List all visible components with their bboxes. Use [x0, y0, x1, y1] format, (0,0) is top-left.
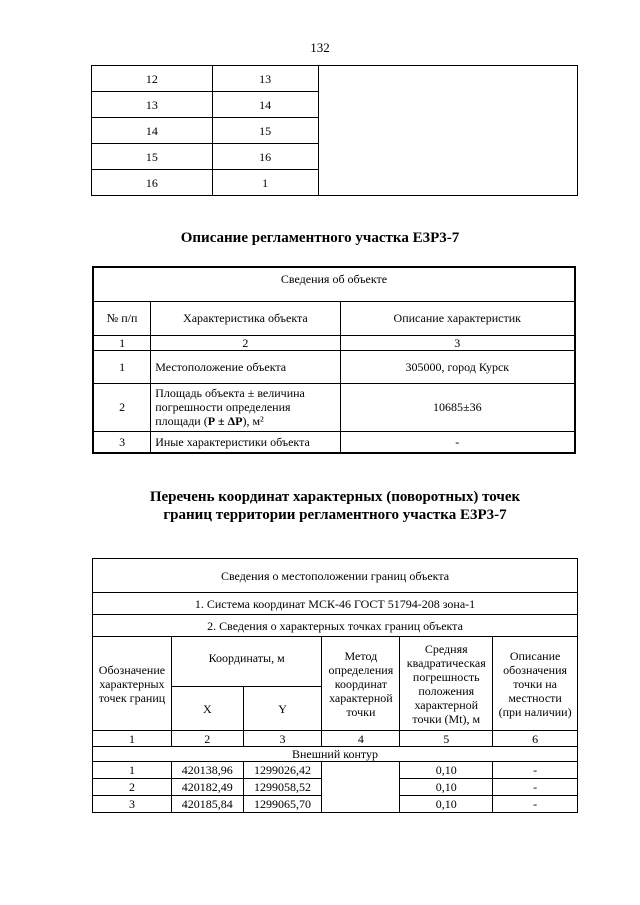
- name-line: ), м²: [242, 414, 264, 428]
- col-index: 2: [151, 335, 340, 350]
- header-line: характерной: [414, 697, 479, 712]
- location-header: Сведения о местоположении границ объекта: [93, 559, 578, 593]
- point-from: 15: [92, 144, 213, 170]
- header-line: обозначения: [503, 662, 568, 677]
- header-line: местности: [508, 690, 562, 705]
- row-name: Местоположение объекта: [151, 350, 340, 383]
- name-line: площади (: [155, 414, 208, 428]
- top-points-table: [91, 65, 578, 196]
- col-index: 6: [493, 731, 578, 747]
- point-to: 14: [212, 92, 318, 118]
- header-line: координат: [334, 676, 388, 691]
- header-line: точки (Mt), м: [412, 711, 481, 726]
- row-number: 3: [93, 431, 151, 453]
- point-from: 14: [92, 118, 213, 144]
- object-header: Сведения об объекте: [93, 267, 575, 301]
- section2-title-line1: Перечень координат характерных (поворотных) точек: [149, 489, 521, 505]
- row-number: 1: [93, 350, 151, 383]
- table-row: [93, 431, 575, 453]
- header-line: характерной: [329, 690, 393, 705]
- table-row: [93, 762, 578, 779]
- header-line: Средняя: [424, 641, 468, 656]
- section1-title: Описание регламентного участка Е3Р3-7: [180, 230, 460, 246]
- coord-x: 420138,96: [171, 762, 243, 779]
- desc-value: -: [493, 779, 578, 796]
- header-line: (при наличии): [498, 704, 572, 719]
- section2-title-line2: границ территории регламентного участка Е3Р3-7: [163, 507, 507, 523]
- object-table: [92, 266, 576, 454]
- row-value: 305000, город Курск: [340, 350, 575, 383]
- coord-x: 420185,84: [171, 796, 243, 813]
- header-line: Обозначение: [98, 662, 166, 677]
- table-row: [93, 350, 575, 383]
- point-id: 3: [93, 796, 172, 813]
- table-row: [93, 383, 575, 431]
- error-value: 0,10: [400, 796, 493, 813]
- contour-label: Внешний контур: [93, 747, 578, 762]
- coordinates-table: [92, 558, 578, 813]
- point-id: 1: [93, 762, 172, 779]
- col-index: 3: [340, 335, 575, 350]
- desc-value: -: [493, 762, 578, 779]
- col-error-header: [400, 637, 493, 731]
- col-index: 1: [93, 731, 172, 747]
- col-index: 1: [93, 335, 151, 350]
- col-method-header: [322, 637, 400, 731]
- header-line: точки на: [513, 676, 557, 691]
- col-desc-header: Описание характеристик: [340, 301, 575, 335]
- col-y-header: Y: [243, 687, 322, 731]
- coord-y: 1299026,42: [243, 762, 322, 779]
- area-formula: Р ± ΔР: [207, 414, 243, 428]
- coord-system: 1. Система координат МСК-46 ГОСТ 51794-208 зона-1: [93, 593, 578, 615]
- row-number: 2: [93, 383, 151, 431]
- coord-x: 420182,49: [171, 779, 243, 796]
- col-points-header: [93, 637, 172, 731]
- row-value: 10685±36: [340, 383, 575, 431]
- points-info-header: 2. Сведения о характерных точках границ объекта: [93, 615, 578, 637]
- col-x-header: X: [171, 687, 243, 731]
- empty-cell: [318, 66, 577, 196]
- header-line: определения: [328, 662, 394, 677]
- error-value: 0,10: [400, 762, 493, 779]
- row-value: -: [340, 431, 575, 453]
- point-id: 2: [93, 779, 172, 796]
- header-line: точки: [346, 704, 376, 719]
- header-line: Описание: [509, 648, 561, 663]
- desc-value: -: [493, 796, 578, 813]
- col-desc-header: [493, 637, 578, 731]
- col-num-header: № п/п: [93, 301, 151, 335]
- header-line: погрешность: [412, 669, 480, 684]
- header-line: квадратическая: [406, 655, 486, 670]
- point-to: 15: [212, 118, 318, 144]
- error-value: 0,10: [400, 779, 493, 796]
- point-from: 12: [92, 66, 213, 92]
- coord-y: 1299065,70: [243, 796, 322, 813]
- name-line: Площадь объекта ± величина: [155, 386, 305, 400]
- col-index: 3: [243, 731, 322, 747]
- coord-y: 1299058,52: [243, 779, 322, 796]
- col-index: 5: [400, 731, 493, 747]
- table-row: [92, 66, 578, 92]
- row-name: Иные характеристики объекта: [151, 431, 340, 453]
- point-from: 13: [92, 92, 213, 118]
- col-index: 2: [171, 731, 243, 747]
- point-to: 13: [212, 66, 318, 92]
- name-line: погрешности определения: [155, 400, 291, 414]
- header-line: точек границ: [98, 690, 166, 705]
- header-line: характерных: [99, 676, 165, 691]
- page-number: 132: [310, 40, 330, 55]
- col-char-header: Характеристика объекта: [151, 301, 340, 335]
- method-cell: [322, 762, 400, 813]
- point-from: 16: [92, 170, 213, 196]
- col-coords-header: Координаты, м: [171, 637, 322, 687]
- point-to: 16: [212, 144, 318, 170]
- col-index: 4: [322, 731, 400, 747]
- header-line: Метод: [344, 648, 378, 663]
- row-name: [151, 383, 340, 431]
- point-to: 1: [212, 170, 318, 196]
- header-line: положения: [418, 683, 475, 698]
